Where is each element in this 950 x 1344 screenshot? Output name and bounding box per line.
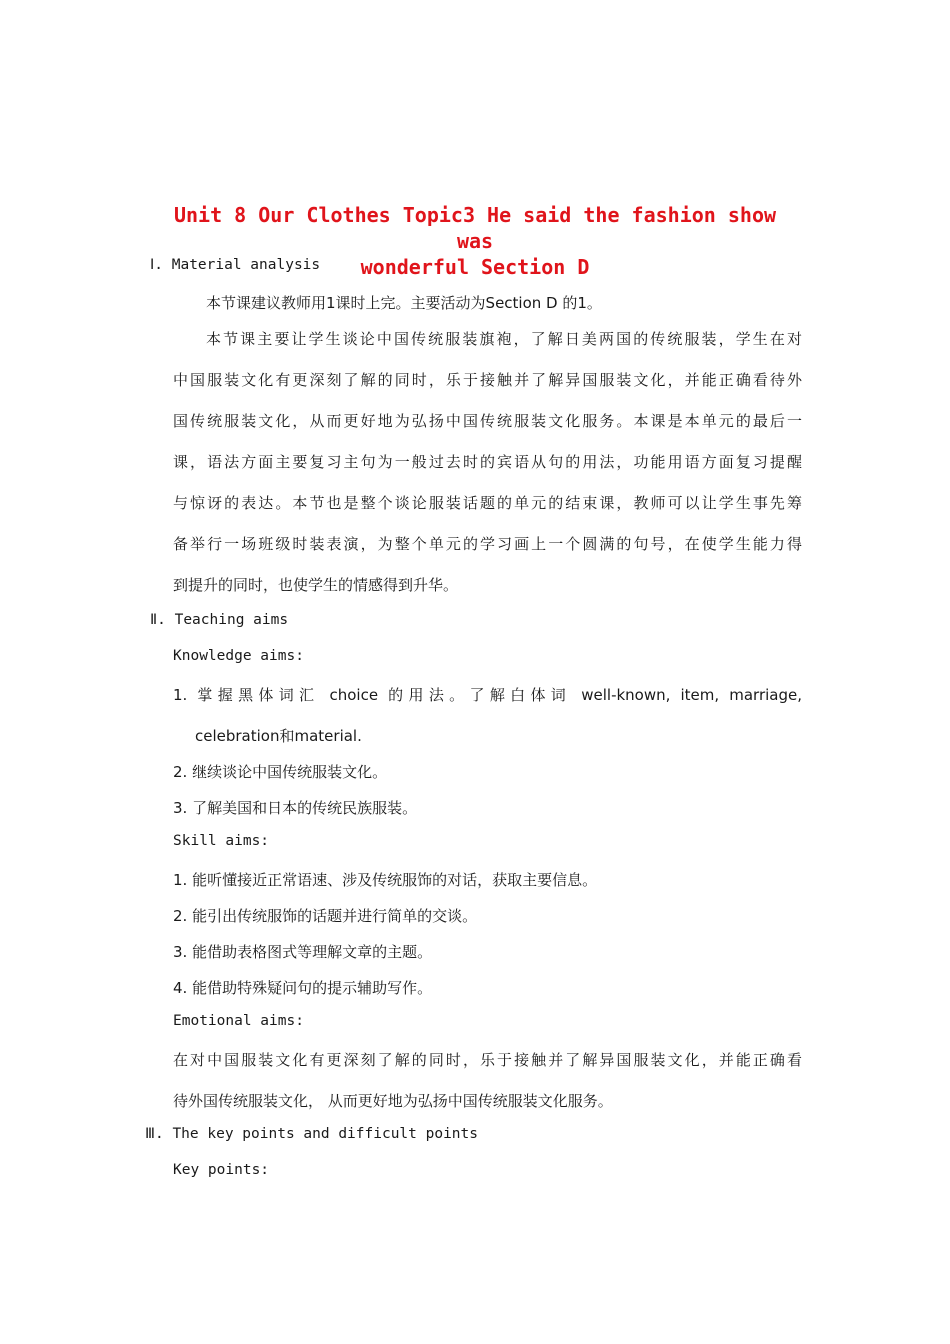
emotional-aims-line: 待外国传统服装文化， 从而更好地为弘扬中国传统服装文化服务。 <box>173 1092 613 1110</box>
key-points-label: Key points: <box>173 1162 270 1178</box>
knowledge-item: 2. 继续谈论中国传统服装文化。 <box>173 763 388 781</box>
paragraph-line: 到提升的同时，也使学生的情感得到升华。 <box>173 576 459 594</box>
knowledge-aims-label: Knowledge aims: <box>173 648 304 664</box>
title-line-1: Unit 8 Our Clothes Topic3 He said the fashion show was <box>173 203 777 253</box>
knowledge-item: 1. 掌握黑体词汇 choice 的用法。了解白体词 well-known, item, marriage, <box>173 686 802 704</box>
skill-item: 1. 能听懂接近正常语速、涉及传统服饰的对话，获取主要信息。 <box>173 871 598 889</box>
section-heading-teaching-aims: Ⅱ. Teaching aims <box>150 612 289 628</box>
skill-item: 3. 能借助表格图式等理解文章的主题。 <box>173 943 433 961</box>
emotional-aims-label: Emotional aims: <box>173 1013 304 1029</box>
paragraph-lesson-plan: 本节课建议教师用1课时上完。主要活动为Section D 的1。 <box>206 294 602 312</box>
paragraph-line: 备举行一场班级时装表演，为整个单元的学习画上一个圆满的句号，在使学生能力得 <box>173 535 802 553</box>
skill-item: 4. 能借助特殊疑问句的提示辅助写作。 <box>173 979 433 997</box>
skill-item: 2. 能引出传统服饰的话题并进行简单的交谈。 <box>173 907 478 925</box>
title-line-2: wonderful Section D <box>360 255 590 279</box>
section-heading-key-points: Ⅲ. The key points and difficult points <box>145 1126 478 1142</box>
emotional-aims-line: 在对中国服装文化有更深刻了解的同时，乐于接触并了解异国服装文化，并能正确看 <box>173 1051 802 1069</box>
knowledge-item: 3. 了解美国和日本的传统民族服装。 <box>173 799 418 817</box>
paragraph-line: 国传统服装文化，从而更好地为弘扬中国传统服装文化服务。本课是本单元的最后一 <box>173 412 802 430</box>
paragraph-line: 与惊讶的表达。本节也是整个谈论服装话题的单元的结束课，教师可以让学生事先筹 <box>173 494 802 512</box>
paragraph-line: 中国服装文化有更深刻了解的同时，乐于接触并了解异国服装文化，并能正确看待外 <box>173 371 802 389</box>
section-heading-material-analysis: Ⅰ. Material analysis <box>150 257 321 273</box>
paragraph-line: 本节课主要让学生谈论中国传统服装旗袍，了解日美两国的传统服装，学生在对 <box>206 330 802 348</box>
skill-aims-label: Skill aims: <box>173 833 270 849</box>
paragraph-line: 课，语法方面主要复习主句为一般过去时的宾语从句的用法，功能用语方面复习提醒 <box>173 453 802 471</box>
knowledge-item-continued: celebration和material. <box>195 727 362 745</box>
